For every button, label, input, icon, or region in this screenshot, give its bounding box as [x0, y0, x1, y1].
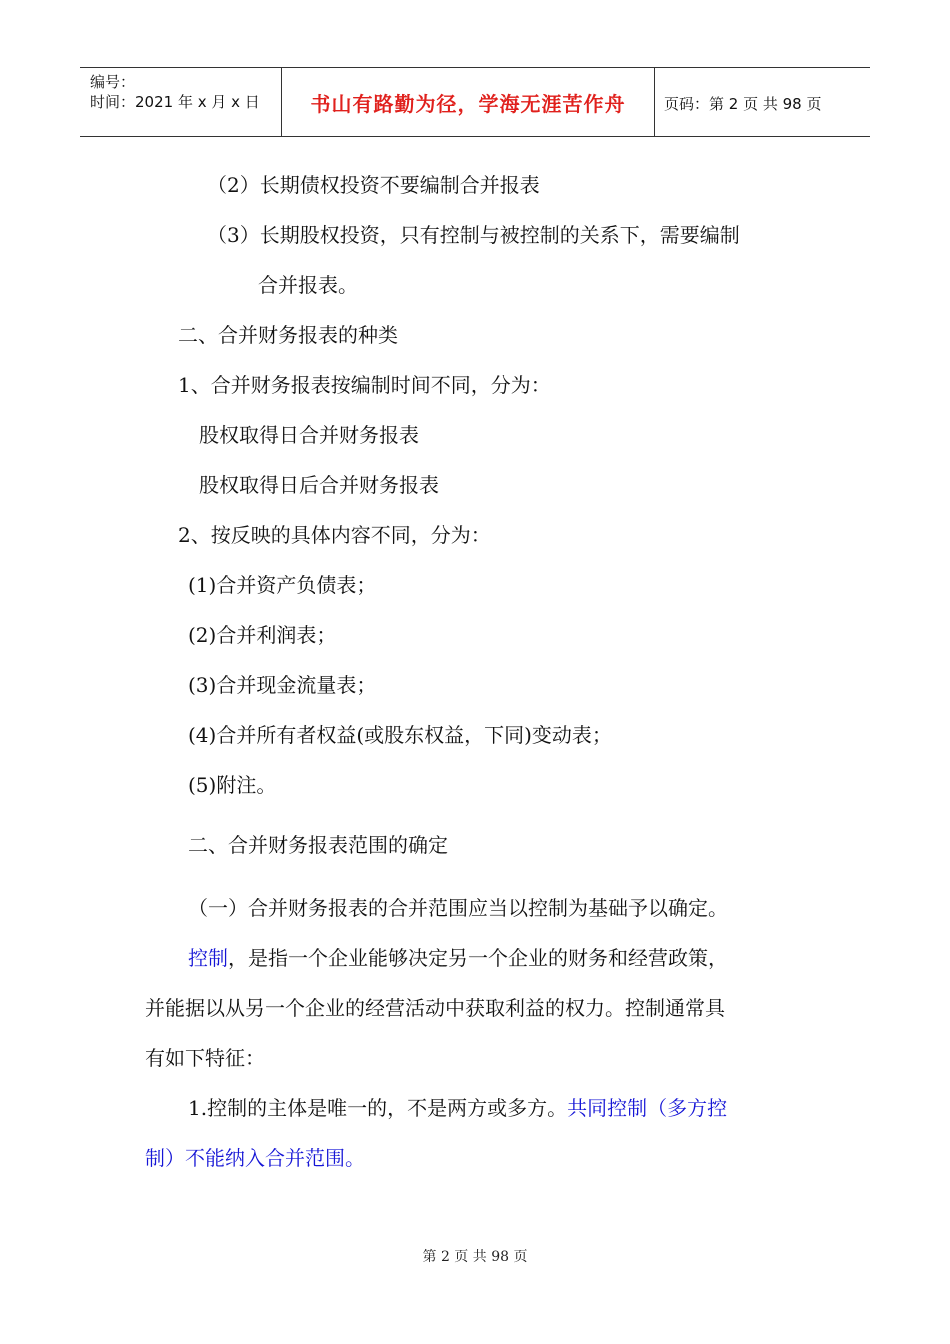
paragraph-line: （一）合并财务报表的合并范围应当以控制为基础予以确定。 — [188, 896, 728, 920]
paragraph-line: 合并报表。 — [258, 273, 358, 297]
definition-text: ，是指一个企业能够决定另一个企业的财务和经营政策， — [228, 946, 728, 970]
emphasis-text: 共同控制（多方控 — [567, 1096, 728, 1120]
list-item: (3)合并现金流量表； — [188, 673, 377, 697]
characteristic-text: 1.控制的主体是唯一的，不是两方或多方。 — [188, 1096, 568, 1120]
page-footer: 第 2 页 共 98 页 — [422, 1249, 528, 1265]
emphasis-line: 制）不能纳入合并范围。 — [145, 1146, 365, 1170]
date-label: 时间：2021 年 x 月 x 日 — [90, 93, 260, 111]
header-divider — [654, 68, 655, 136]
header-meta — [90, 72, 260, 112]
document-header — [80, 67, 870, 137]
paragraph-line: 2、按反映的具体内容不同，分为： — [178, 523, 491, 547]
section-heading: 二、合并财务报表的种类 — [178, 323, 398, 347]
paragraph-line: 有如下特征： — [145, 1046, 265, 1070]
header-motto: 书山有路勤为径，学海无涯苦作舟 — [310, 92, 626, 116]
list-item: 股权取得日合并财务报表 — [199, 423, 419, 447]
list-item: (5)附注。 — [188, 773, 277, 797]
serial-number-label: 编号： — [90, 73, 136, 91]
list-item: (1)合并资产负债表； — [188, 573, 377, 597]
term-control: 控制 — [188, 946, 228, 970]
paragraph-line — [188, 945, 728, 971]
paragraph-line: 并能据以从另一个企业的经营活动中获取利益的权力。控制通常具 — [145, 996, 725, 1020]
header-page-info: 页码：第 2 页 共 98 页 — [664, 95, 822, 113]
paragraph-line — [188, 1095, 727, 1121]
paragraph-line: 1、合并财务报表按编制时间不同，分为： — [178, 373, 551, 397]
section-heading: 二、合并财务报表范围的确定 — [188, 833, 448, 857]
paragraph-line: （2）长期债权投资不要编制合并报表 — [207, 173, 540, 197]
paragraph-line: （3）长期股权投资，只有控制与被控制的关系下，需要编制 — [207, 223, 740, 247]
list-item: (2)合并利润表； — [188, 623, 337, 647]
list-item: 股权取得日后合并财务报表 — [199, 473, 439, 497]
list-item: (4)合并所有者权益(或股东权益，下同)变动表； — [188, 723, 612, 747]
